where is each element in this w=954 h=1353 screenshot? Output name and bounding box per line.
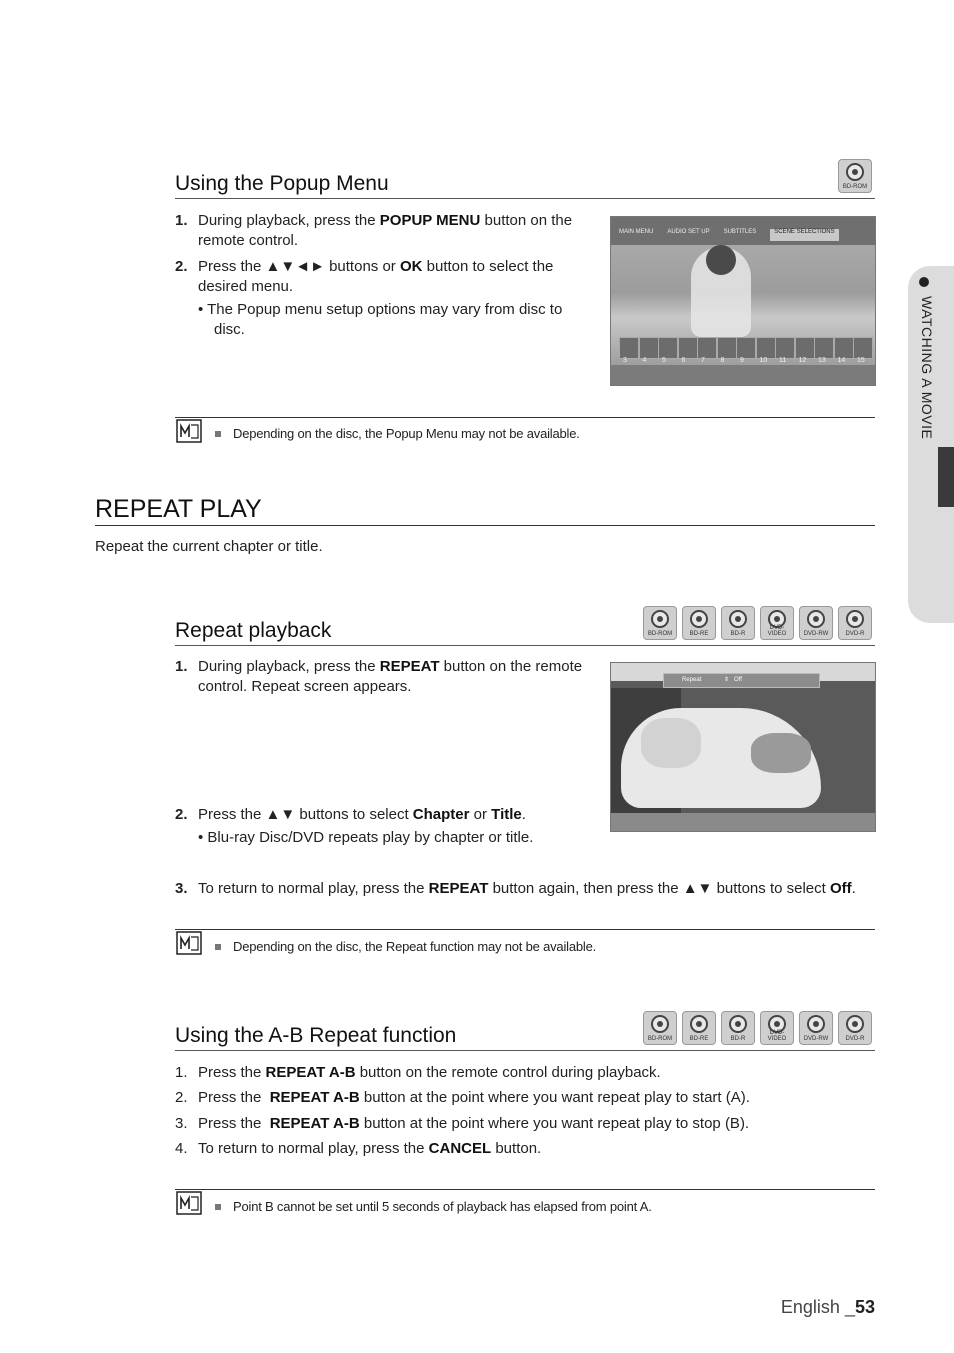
ab-dvd-video-disc-icon: DVD-VIDEO [760,1011,794,1045]
ab-repeat-title: Using the A-B Repeat function [175,1024,457,1047]
scene-number: 13 [818,357,826,364]
scene-number: 4 [642,357,647,364]
repeat-note: Depending on the disc, the Repeat function may not be available. [215,939,596,954]
repeat-bullet: • Blu-ray Disc/DVD repeats play by chapter or title. [198,829,534,846]
scene-thumbnail [697,337,717,359]
scene-number: 11 [779,357,787,364]
scene-number: 5 [662,357,666,364]
popup-bullet: • The Popup menu setup options may vary from disc to disc. [198,301,563,338]
side-tab-marker [938,447,954,507]
repeat-dvd-r-disc-icon: DVD-R [838,606,872,640]
ab-dvd-rw-disc-icon: DVD-RW [799,1011,833,1045]
side-tab-bullet [919,277,929,287]
side-tab-label: WATCHING A MOVIE [919,296,935,440]
scene-number: 12 [798,357,807,364]
repeat-dvd-video-disc-icon: DVD-VIDEO [760,606,794,640]
scene-number: 15 [857,357,865,364]
scene-number: 6 [681,357,686,364]
scene-thumbnail [756,337,776,359]
scene-thumbnail [678,337,698,359]
scene-number: 8 [720,357,725,364]
scene-thumbnail [619,337,639,359]
ab-bd-r-disc-icon: BD-R [721,1011,755,1045]
scene-thumbnail [717,337,737,359]
popup-menu-screenshot [610,216,876,386]
popup-screen-menu: MAIN MENU AUDIO SET UP SUBTITLES SCENE SELECTIONS [619,229,839,241]
note-rule [175,417,875,418]
scene-number: 10 [759,357,768,364]
repeat-osd: Repeat ⇕ Off [663,673,820,688]
scene-thumbnail [639,337,659,359]
scene-number: 14 [837,357,846,364]
scene-thumbnail [814,337,834,359]
note-icon [176,419,202,443]
section-rule [175,198,875,199]
section-rule [175,645,875,646]
scene-number: 3 [623,357,627,364]
scene-thumbnail [736,337,756,359]
repeat-dvd-rw-disc-icon: DVD-RW [799,606,833,640]
repeat-playback-title: Repeat playback [175,619,332,642]
repeat-bd-r-disc-icon: BD-R [721,606,755,640]
popup-menu-title: Using the Popup Menu [175,172,389,195]
page-footer: English _53 [780,1297,875,1317]
section-rule [95,525,875,526]
scene-number: 7 [701,357,705,364]
scene-thumbnail [775,337,795,359]
repeat-screenshot [610,662,876,832]
ab-bd-rom-disc-icon: BD-ROM [643,1011,677,1045]
scene-thumbnail [834,337,854,359]
scene-thumbnail [853,337,873,359]
scene-thumbnail [795,337,815,359]
note-icon [176,931,202,955]
popup-note: Depending on the disc, the Popup Menu may not be available. [215,426,580,441]
ab-note: Point B cannot be set until 5 seconds of playback has elapsed from point A. [215,1199,652,1214]
repeat-bd-rom-disc-icon: BD-ROM [643,606,677,640]
repeat-play-title: REPEAT PLAY [95,495,262,523]
note-icon [176,1191,202,1215]
repeat-bd-re-disc-icon: BD-RE [682,606,716,640]
ab-dvd-r-disc-icon: DVD-R [838,1011,872,1045]
repeat-play-subtitle: Repeat the current chapter or title. [95,538,323,555]
bd-rom-disc-icon: BD-ROM [838,159,872,193]
ab-bd-re-disc-icon: BD-RE [682,1011,716,1045]
scene-number: 9 [740,357,744,364]
note-rule [175,929,875,930]
note-rule [175,1189,875,1190]
section-rule [175,1050,875,1051]
scene-thumbnail [658,337,678,359]
